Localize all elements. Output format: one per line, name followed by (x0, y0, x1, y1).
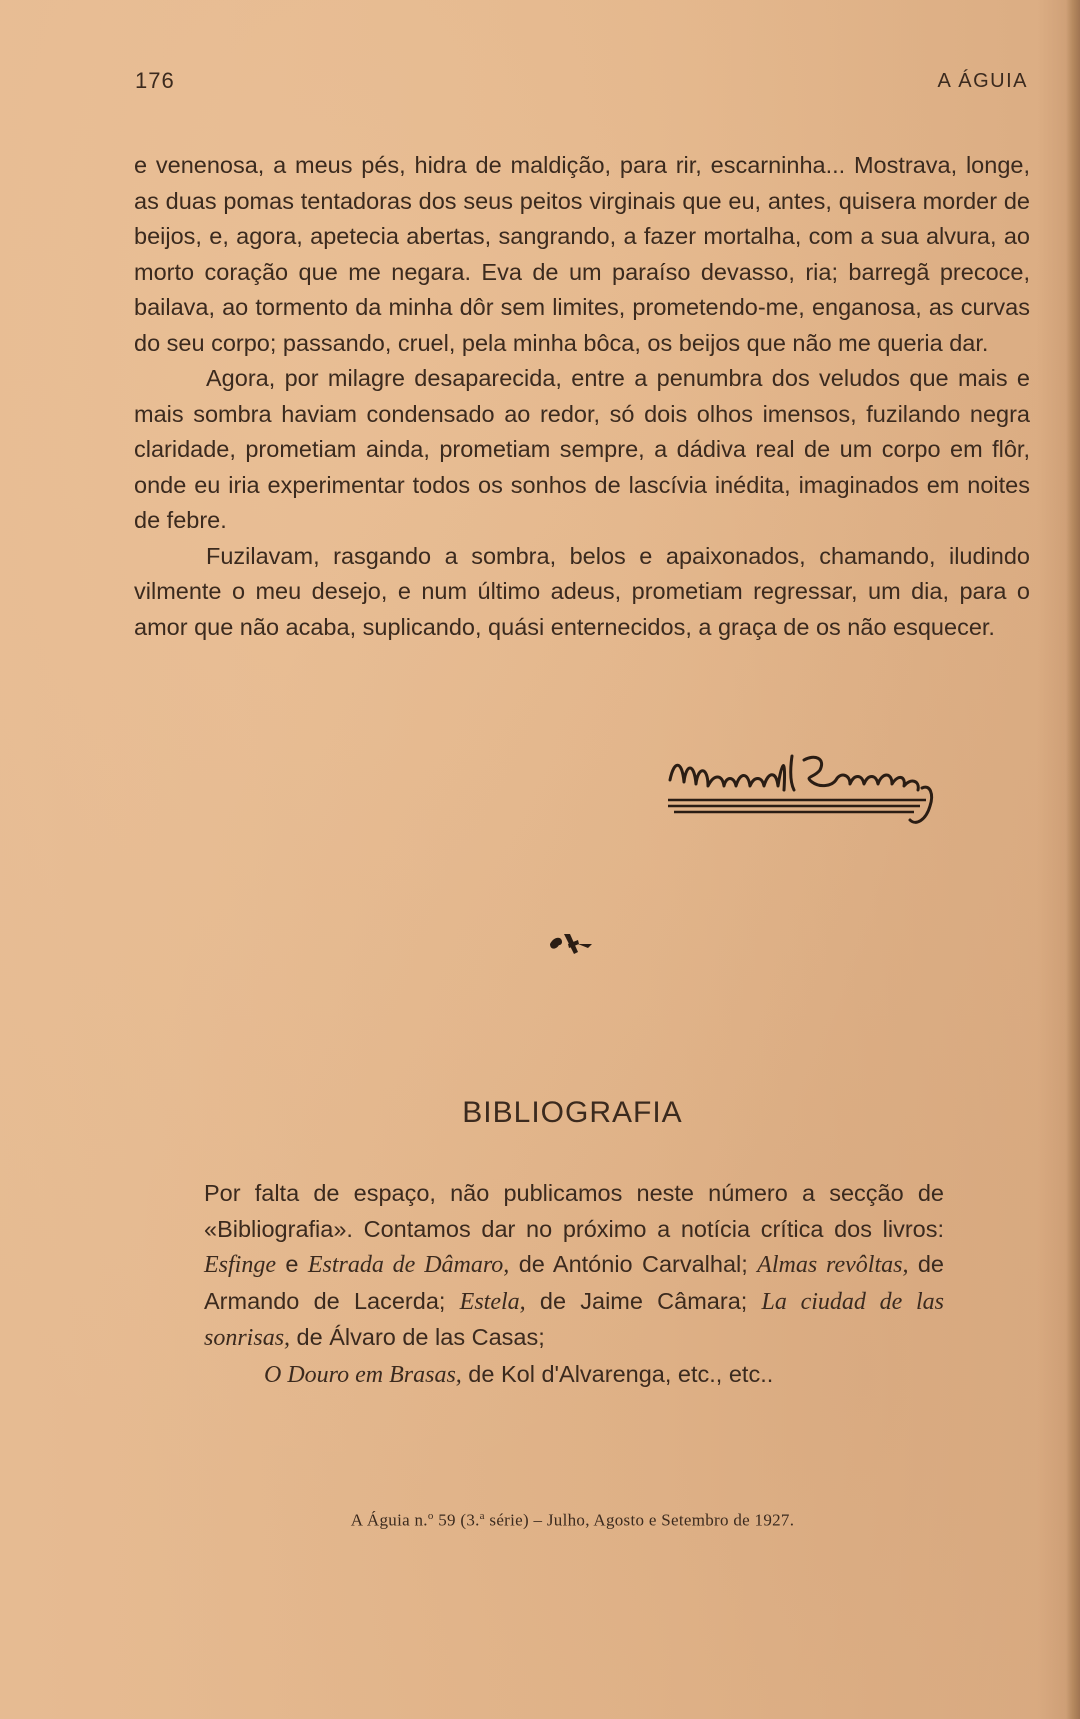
issue-footer (0, 1510, 1080, 1531)
page-edge-shadow (1066, 0, 1080, 1719)
book-title-estrada-de-damaro: Estrada de Dâmaro, (307, 1252, 510, 1278)
bibliografia-paragraph (204, 1176, 944, 1393)
book-title-esfinge: Esfinge (204, 1252, 276, 1278)
main-text (134, 148, 1030, 645)
biblio-text-7: de Kol d'Alvarenga, etc., etc.. (461, 1360, 774, 1387)
book-title-estela: Estela, (459, 1288, 526, 1315)
section-title: BIBLIOGRAFIA (462, 1096, 683, 1129)
biblio-text-1: Por falta de espaço, não publicamos neste número a secção de «Bibliografia». Contamos dar no próximo a notícia crítica dos livros: (204, 1180, 944, 1242)
signature-text: Manoel Ramos (664, 750, 671, 751)
biblio-last-line (204, 1357, 944, 1394)
paragraph-2: Agora, por milagre desaparecida, entre a penumbra dos veludos que mais e mais sombra haviam condensado ao redor, só dois olhos imensos, fuzilando negra claridade, prometiam ainda, prometiam sempre, a dádiva real de um corpo em flôr, onde eu iria experimentar todos os sonhos de lascívia inédita, imaginados em noites de febre. (134, 365, 1030, 533)
running-title: A ÁGUIA (937, 70, 1028, 92)
footer-sup-a: a (479, 1510, 485, 1522)
biblio-text-6: de Álvaro de las Casas; (290, 1324, 545, 1350)
page-number: 176 (135, 68, 175, 93)
paragraph-3: Fuzilavam, rasgando a sombra, belos e apaixonados, chamando, iludindo vilmente o meu desejo, e num último adeus, prometiam regressar, um dia, para o amor que não acaba, suplicando, quási enternecidos, a graça de os não esquecer. (134, 542, 1030, 640)
paragraph-1: e venenosa, a meus pés, hidra de maldição, para rir, escarninha... Mostrava, longe, as duas pomas tentadoras dos seus peitos virginais que eu, antes, quisera morder de beijos, e, agora, apetecia abertas, sangrando, a fazer mortalha, com a sua alvura, ao morto coração que me negara. Eva de um paraíso devasso, ria; barregã precoce, bailava, ao tormento da minha dôr sem limites, prometendo-me, enganosa, as curvas do seu corpo; passando, cruel, pela minha bôca, os beijos que não me queria dar. (134, 152, 1030, 356)
biblio-text-2: e (276, 1251, 308, 1277)
footer-sup-o: o (427, 1510, 434, 1522)
ornament-icon (548, 930, 594, 960)
footer-part-c: série) – Julho, Agosto e Setembro de 1927. (484, 1510, 795, 1530)
footer-part-b: 59 (3. (433, 1510, 480, 1530)
book-title-o-douro-em-brasas: O Douro em Brasas, (264, 1361, 462, 1388)
footer-part-a: A Águia n. (350, 1510, 428, 1530)
author-signature (664, 750, 1024, 845)
biblio-text-5: de Jaime Câmara; (525, 1287, 762, 1314)
book-title-la-ciudad: La ciudad de las sonrisas, (204, 1288, 944, 1351)
biblio-text-3: de António Carvalhal; (509, 1251, 758, 1277)
biblio-text-4: de Armando de Lacerda; (204, 1251, 944, 1314)
book-title-almas-revoltas: Almas revôltas, (757, 1252, 909, 1278)
